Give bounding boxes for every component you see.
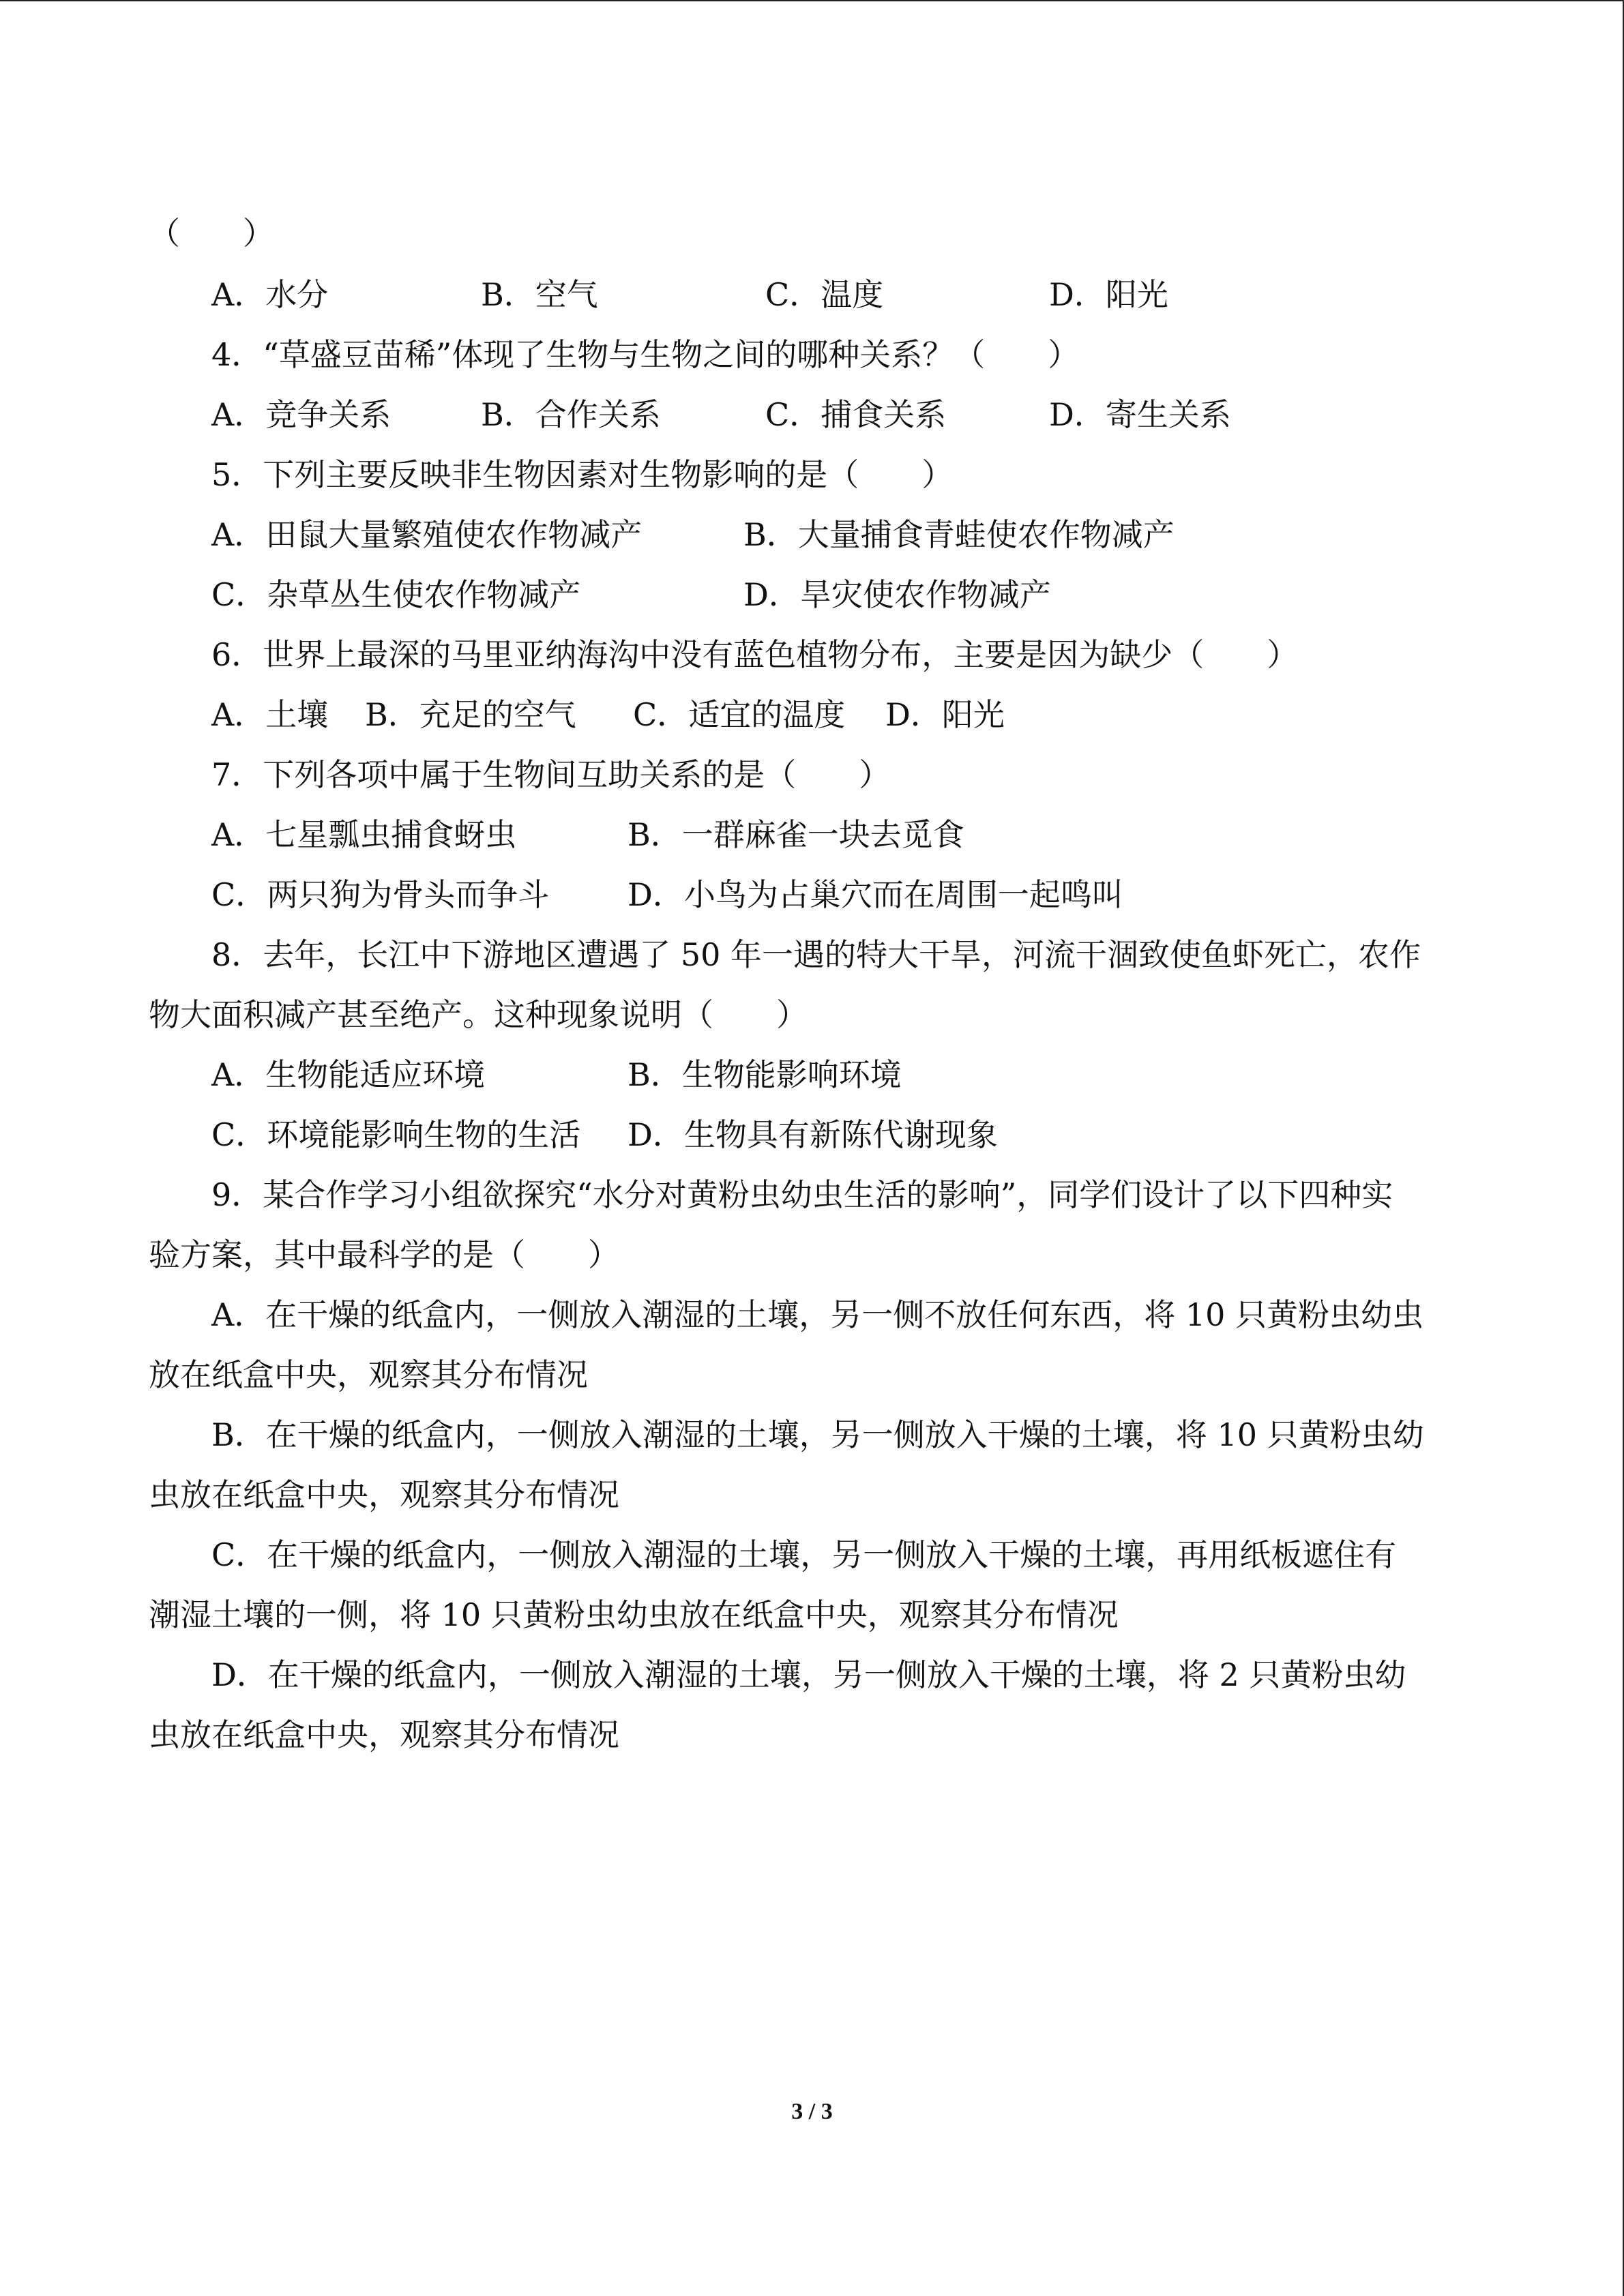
q9-option-b-line2: 虫放在纸盒中央，观察其分布情况	[149, 1476, 619, 1513]
q6-stem: 6．世界上最深的马里亚纳海沟中没有蓝色植物分布，主要是因为缺少（ ）	[211, 636, 1299, 673]
q7-option-b: B．一群麻雀一块去觅食	[628, 816, 964, 853]
q5-stem: 5．下列主要反映非生物因素对生物影响的是（ ）	[211, 456, 954, 493]
q3-option-a: A．水分	[211, 276, 329, 313]
q8-option-b: B．生物能影响环境	[628, 1056, 902, 1093]
q9-option-a-line2: 放在纸盒中央，观察其分布情况	[149, 1356, 588, 1393]
q9-option-c-line2: 潮湿土壤的一侧，将 10 只黄粉虫幼虫放在纸盒中央，观察其分布情况	[149, 1596, 1119, 1633]
q3-stem-tail: （ ）	[149, 215, 274, 252]
q8-option-d: D．生物具有新陈代谢现象	[628, 1116, 998, 1153]
q9-stem-line1: 9．某合作学习小组欲探究“水分对黄粉虫幼虫生活的影响”，同学们设计了以下四种实	[211, 1176, 1393, 1213]
q4-stem: 4．“草盛豆苗稀”体现了生物与生物之间的哪种关系？（ ）	[211, 336, 1080, 373]
q6-option-d: D．阳光	[885, 696, 1005, 733]
q5-option-c: C．杂草丛生使农作物减产	[211, 576, 581, 613]
q3-option-c: C．温度	[765, 276, 884, 313]
q4-option-d: D．寄生关系	[1049, 396, 1231, 433]
q3-option-d: D．阳光	[1049, 276, 1168, 313]
q7-option-a: A．七星瓢虫捕食蚜虫	[211, 816, 517, 853]
page-number: 3 / 3	[791, 2099, 833, 2124]
q4-option-c: C．捕食关系	[765, 396, 947, 433]
q3-option-b: B．空气	[481, 276, 598, 313]
q8-stem-line2: 物大面积减产甚至绝产。这种现象说明（ ）	[149, 996, 808, 1033]
q4-option-a: A．竞争关系	[211, 396, 392, 433]
q6-option-c: C．适宜的温度	[633, 696, 846, 733]
q9-option-b-line1: B．在干燥的纸盒内，一侧放入潮湿的土壤，另一侧放入干燥的土壤，将 10 只黄粉虫幼	[211, 1416, 1424, 1453]
q6-option-b: B．充足的空气	[365, 696, 576, 733]
q5-option-b: B．大量捕食青蛙使农作物减产	[743, 516, 1175, 553]
q6-option-a: A．土壤	[211, 696, 329, 733]
q7-option-c: C．两只狗为骨头而争斗	[211, 876, 550, 913]
q8-option-c: C．环境能影响生物的生活	[211, 1116, 581, 1153]
q9-option-a-line1: A．在干燥的纸盒内，一侧放入潮湿的土壤，另一侧不放任何东西，将 10 只黄粉虫幼虫	[211, 1296, 1423, 1333]
q5-option-d: D．旱灾使农作物减产	[743, 576, 1051, 613]
q9-option-d-line2: 虫放在纸盒中央，观察其分布情况	[149, 1716, 619, 1753]
q8-stem-line1: 8．去年，长江中下游地区遭遇了 50 年一遇的特大干旱，河流干涸致使鱼虾死亡，农作	[211, 936, 1421, 973]
q7-option-d: D．小鸟为占巢穴而在周围一起鸣叫	[628, 876, 1123, 913]
q9-option-c-line1: C．在干燥的纸盒内，一侧放入潮湿的土壤，另一侧放入干燥的土壤，再用纸板遮住有	[211, 1536, 1397, 1573]
q4-option-b: B．合作关系	[481, 396, 661, 433]
q7-stem: 7．下列各项中属于生物间互助关系的是（ ）	[211, 756, 891, 793]
q9-option-d-line1: D．在干燥的纸盒内，一侧放入潮湿的土壤，另一侧放入干燥的土壤，将 2 只黄粉虫幼	[211, 1656, 1406, 1693]
q5-option-a: A．田鼠大量繁殖使农作物减产	[211, 516, 643, 553]
q9-stem-line2: 验方案，其中最科学的是（ ）	[149, 1236, 619, 1273]
q8-option-a: A．生物能适应环境	[211, 1056, 486, 1093]
